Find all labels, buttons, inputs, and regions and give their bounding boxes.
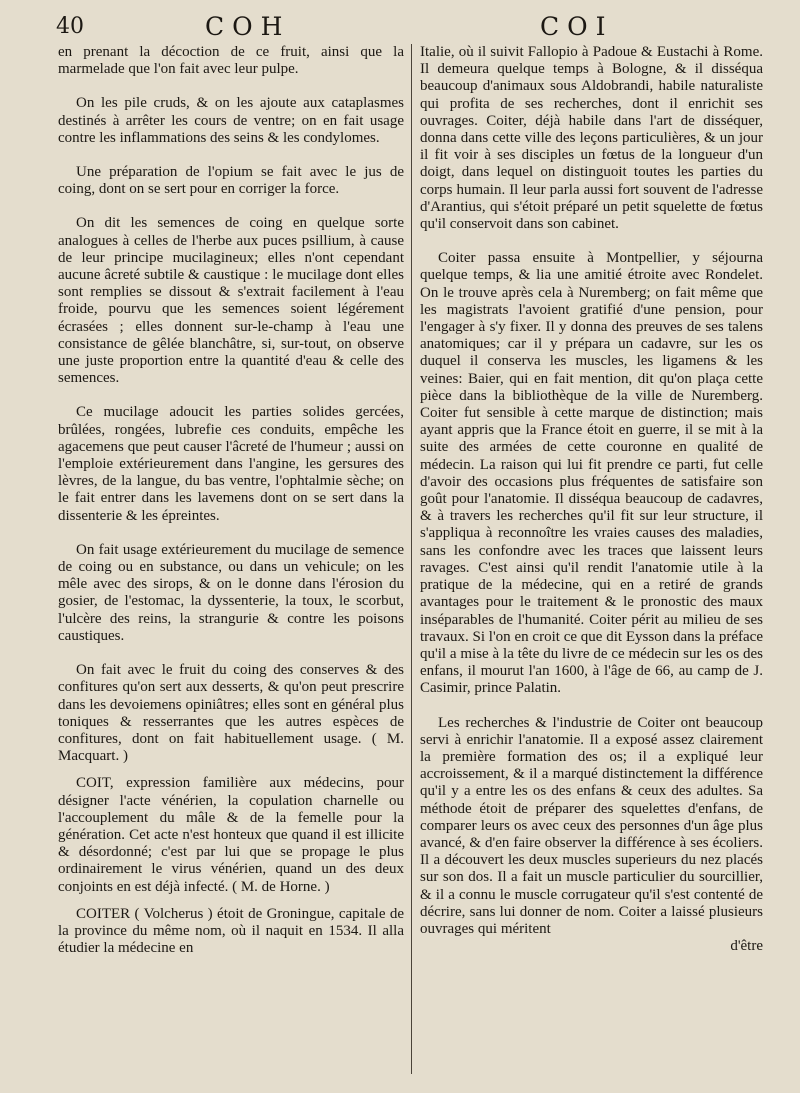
paragraph: COITER ( Volcherus ) étoit de Groningue, capitale de la province du même nom, où il naquit en 1534. Il alla étudier la médecine en xyxy=(58,905,404,957)
paragraph: Coiter passa ensuite à Montpellier, y séjourna quelque temps, & lia une amitié étroite avec Rondelet. On le trouve après cela à Nuremberg; on fait même que les magistrats l'avoient gratifié d'une pension, pour l'engager à s'y fixer. Il y donna des preuves de ses talens anatomiques; car il y prépara un cadavre, sur les os duquel il conserva les muscles, les ligamens & les veines: Baier, qui en fait mention, dit qu'on plaça cette pièce dans la bibliothèque de la ville de Nuremberg. Coiter fut sensible à cette marque de distinction; mais ayant appris que la France étoit en guerre, il se mit à la suite des armées de cette couronne en qualité de médecin. La raison qui lui fit prendre ce parti, fut celle d'avoir des occasions plus fréquentes de satisfaire son goût pour l'anatomie. Il disséqua beaucoup de cadavres, & à travers les recherches qu'il fit sur leur structure, il s'appliqua à reconnoître les vraies causes des maladies, sans les confondre avec les traces que laissent leurs ravages. C'est ainsi qu'il rendit l'anatomie utile à la pratique de la médecine, qui en a retiré de grands avantages pour le traitement & le pronostic des maux inséparables de l'humanité. Coiter périt au milieu de ses travaux. Si l'on en croit ce que dit Eysson dans la préface qu'il a mise à la tête du livre de ce médecin sur les os des enfans, il mourut l'an 1600, à l'âge de 66, au camp de J. Casimir, prince Palatin. xyxy=(420,250,763,697)
page-number: 40 xyxy=(56,14,84,39)
paragraph: On les pile cruds, & on les ajoute aux cataplasmes destinés à arrêter les cours de ventre; on en fait usage contre les inflammations des seins & les condylomes. xyxy=(58,95,404,146)
paragraph: On fait avec le fruit du coing des conserves & des confitures qu'on sert aux desserts, & qu'on peut prescrire dans les devoiemens opiniâtres; elles sont en général plus toniques & resserrantes que les autres espèces de confitures, dont on fait habituellement usage. ( M. Macquart. ) xyxy=(58,662,404,765)
running-head-left: COH xyxy=(205,12,291,41)
catchword: d'être xyxy=(730,938,763,955)
right-column xyxy=(420,44,763,1084)
paragraph: Les recherches & l'industrie de Coiter ont beaucoup servi à enrichir l'anatomie. Il a exposé assez clairement la première formation des os; il a expliqué leur accroissement, & il a marqué distinctement la différence qu'il y a entre les os des enfans & ceux des adultes. Sa méthode étoit de préparer des squelettes d'enfans, de comparer leurs os avec ceux des personnes d'un âge plus avancé, & d'en faire observer la différence à ses écoliers. Il a découvert les deux muscles superieurs du nez placés sur son dos. Il a fait un muscle particulier du sourcillier, & il a connu le muscle corrugateur qu'il s'est contenté de décrire, sans lui donner de nom. Coiter a laissé plusieurs ouvrages qui méritent xyxy=(420,714,763,937)
paragraph: Une préparation de l'opium se fait avec le jus de coing, dont on se sert pour en corriger la force. xyxy=(58,164,404,198)
page-header xyxy=(0,8,800,44)
paragraph: en prenant la décoction de ce fruit, ainsi que la marmelade que l'on fait avec leur pulpe. xyxy=(58,44,404,78)
paragraph: On fait usage extérieurement du mucilage de semence de coing ou en substance, ou dans un vehicule; on les mêle avec des sirops, & on le donne dans l'érosion du gosier, de l'estomac, la dyssenterie, la toux, le scorbut, l'ulcère des reins, la strangurie & contre les poisons caustiques. xyxy=(58,541,404,644)
running-head-right: COI xyxy=(540,12,614,41)
paragraph: COIT, expression familière aux médecins, pour désigner l'acte vénérien, la copulation charnelle ou l'accouplement du mâle & de la femelle pour la génération. Cet acte n'est honteux que quand il est illicite & désordonné; c'est par lui que se propage le plus ordinairement le virus vénérien, quand un des deux conjoints en est déjà infecté. ( M. de Horne. ) xyxy=(58,775,404,895)
paragraph: Italie, où il suivit Fallopio à Padoue & Eustachi à Rome. Il demeura quelque temps à Bologne, & il disséqua beaucoup d'animaux sous Aldobrandi, habile naturaliste qui profita de ses recherches, dont il enrichit ses ouvrages. Coiter, déjà habile dans l'art de disséquer, donna dans cette ville des leçons particulières, & un jour il fit voir à ses disciples un fœtus de la longueur d'un doigt, dans lequel on distinguoit toutes les parties du corps humain. Il leur parla aussi fort souvent de l'adresse d'Arantius, qui s'étoit préparé un petit squelette de fœtus qu'il conservoit dans son cabinet. xyxy=(420,44,763,233)
column-divider xyxy=(411,44,412,1074)
paragraph: Ce mucilage adoucit les parties solides gercées, brûlées, rongées, lubrefie ces conduits, empêche les agacemens que peut causer l'âcreté de l'humeur ; aussi on l'emploie extérieurement dans l'angine, les gersures des lèvres, de la langue, du bas ventre, l'ophtalmie sèche; on le fait entrer dans les lavemens dont on se sert dans la dissenterie & les épreintes. xyxy=(58,404,404,524)
left-column xyxy=(58,44,404,1084)
paragraph: On dit les semences de coing en quelque sorte analogues à celles de l'herbe aux puces psillium, à cause de leur principe mucilagineux; elles n'ont cependant aucune âcreté subtile & caustique : le mucilage dont elles sont remplies se dissout & s'extrait facilement à l'eau froide, pourvu que les semences soient légérement écrasées ; elles donnent sur-le-champ à l'eau une consistance de gêlée blanchâtre, si, sur-tout, on observe une juste proportion entre la quantité d'eau & celle des semences. xyxy=(58,215,404,387)
